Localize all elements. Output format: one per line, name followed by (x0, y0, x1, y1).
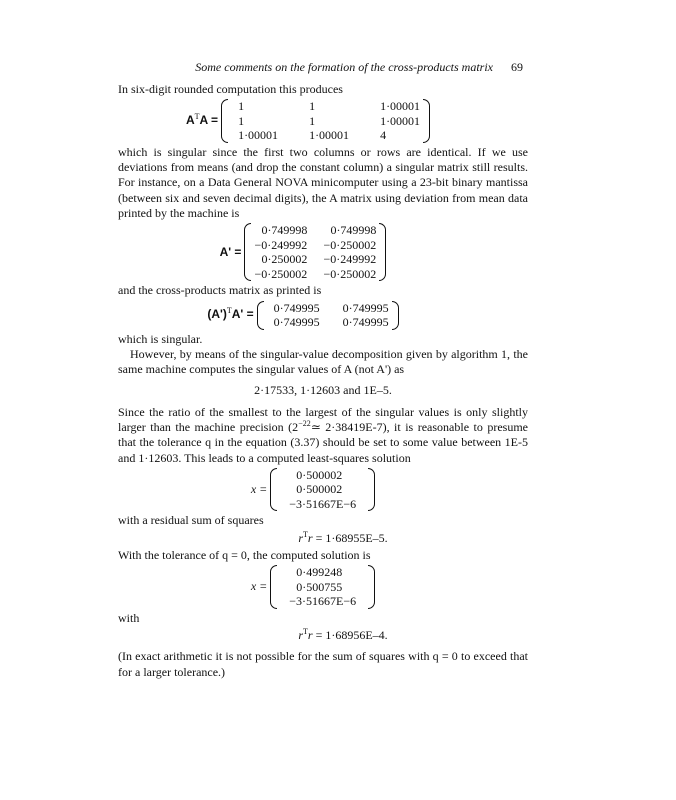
matrix-cross (78, 301, 528, 330)
ata-cell: 1·00001 (380, 99, 421, 114)
cross-grid (264, 301, 392, 330)
para-tolerance: With the tolerance of q = 0, the computed solution is (118, 548, 371, 563)
para-with: with (118, 610, 140, 625)
x2-cell: 0·499248 (296, 565, 343, 580)
para-exact: (In exact arithmetic it is not possible for the sum of squares with q = 0 to exceed that for a larger tolerance.) (118, 649, 528, 679)
page-number: 69 (511, 60, 523, 74)
aprime-cell: −0·249992 (254, 237, 308, 252)
aprime-label: A' = (219, 244, 242, 259)
para-intro: In six-digit rounded computation this produces (118, 82, 343, 96)
ata-label: $A^TA$ = (185, 112, 219, 128)
ata-cell: 1 (238, 113, 245, 128)
x2-cell: −3·51667E−6 (289, 594, 357, 609)
para-residual: with a residual sum of squares (118, 513, 264, 528)
x1-grid (277, 468, 368, 512)
ata-cell: 1·00001 (380, 113, 421, 128)
header-title: Some comments on the formation of the cross-products matrix (195, 60, 493, 74)
aprime-cell: −0·250002 (254, 266, 308, 281)
cross-cell: 0·749995 (273, 315, 320, 330)
vector-x1 (98, 468, 528, 512)
cross-label: $(A')^TA'$ = (207, 306, 254, 322)
para-however: However, by means of the singular-value decomposition given by algorithm 1, the same machine computes the singular values of A (not A') as (118, 346, 528, 377)
para-which: which is singular. (118, 331, 203, 346)
vector-x2 (98, 565, 528, 609)
ata-cell: 1 (309, 99, 316, 114)
ata-cell: 1 (309, 113, 316, 128)
x1-label: x = (250, 482, 268, 497)
aprime-cell: −0·250002 (323, 266, 377, 281)
running-header (118, 60, 528, 76)
ata-cell: 1·00001 (238, 128, 279, 143)
aprime-cell: −0·249992 (323, 252, 377, 267)
cross-cell: 0·749995 (273, 300, 320, 315)
x1-cell: −3·51667E−6 (289, 496, 357, 511)
page (118, 60, 528, 680)
aprime-cell: 0·250002 (261, 252, 308, 267)
singular-values: 2·17533, 1·12603 and 1E–5. (254, 383, 392, 398)
rss1-equation: $r^Tr = 1\cdot 68955E-5$. (298, 529, 388, 545)
ata-cell: 4 (380, 128, 387, 143)
x1-cell: 0·500002 (296, 467, 343, 482)
para-cross: and the cross-products matrix as printed is (118, 283, 322, 298)
para-singular: which is singular since the first two columns or rows are identical. If we use deviations from means (and drop the constant column) a singular matrix still results. For instance, on a Data General NOVA minicomputer using a 23-bit binary mantissa (between six and seven decimal digits), the A matrix using deviation from mean data printed by the machine is (118, 144, 528, 220)
cross-cell: 0·749995 (342, 300, 389, 315)
ata-grid (228, 99, 423, 143)
cross-cell: 0·749995 (342, 315, 389, 330)
aprime-cell: 0·749998 (261, 223, 308, 238)
ata-cell: 1 (238, 99, 245, 114)
matrix-ata (88, 99, 528, 143)
x1-cell: 0·500002 (296, 482, 343, 497)
aprime-cell: −0·250002 (323, 237, 377, 252)
x2-label: x = (250, 579, 268, 594)
aprime-cell: 0·749998 (330, 223, 377, 238)
aprime-grid (251, 223, 379, 281)
x2-grid (277, 565, 368, 609)
ata-cell: 1·00001 (309, 128, 350, 143)
matrix-aprime (78, 223, 528, 281)
para-ratio: Since the ratio of the smallest to the largest of the singular values is only slightly larger than the machine precision ($2^{-22}≃$ 2·38419E-7), it is reasonable to presume that the tolerance q in the equation (3.37) should be set to some value between 1E-5 and 1·12603. This leads to a computed least-squares solution (118, 404, 528, 465)
x2-cell: 0·500755 (296, 579, 343, 594)
rss2-equation: $r^Tr = 1\cdot 68956E-4$. (298, 627, 388, 643)
